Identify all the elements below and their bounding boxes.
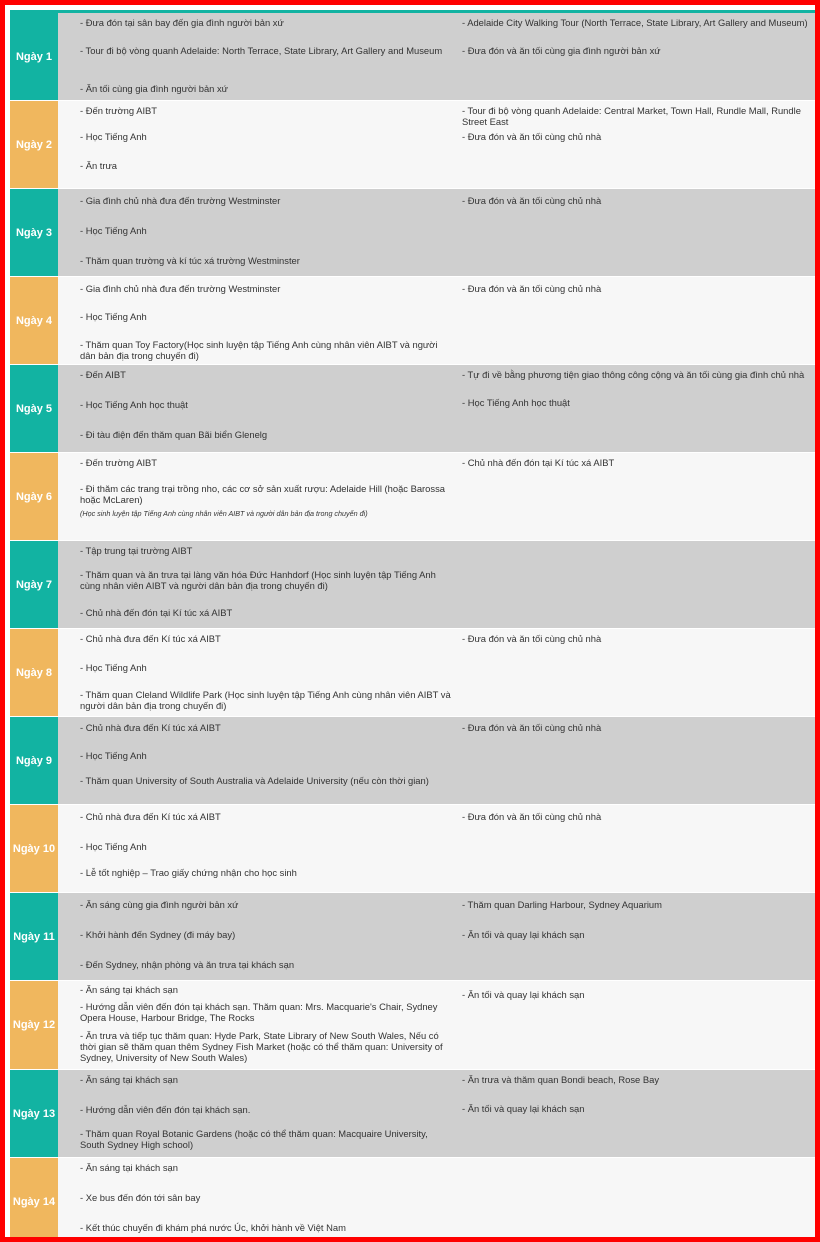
- schedule-item: - Khởi hành đến Sydney (đi máy bay): [80, 929, 236, 940]
- schedule-item: - Ăn tối cùng gia đình người bản xứ: [80, 83, 228, 94]
- schedule-item: - Thăm quan Darling Harbour, Sydney Aquarium: [462, 899, 662, 910]
- schedule-column-2: [462, 365, 820, 452]
- day-row: [10, 365, 820, 453]
- schedule-column-2: [462, 541, 820, 628]
- schedule-item: - Thăm quan Cleland Wildlife Park (Học sinh luyện tập Tiếng Anh cùng nhân viên AIBT và người dân bản địa trong chuyến đi): [80, 689, 451, 711]
- schedule-item: - Đến AIBT: [80, 369, 126, 380]
- day-label: Ngày 5: [10, 365, 58, 452]
- schedule-column-1: [80, 893, 462, 980]
- schedule-item: - Thăm quan và ăn trưa tại làng văn hóa Đức Hanhdorf (Học sinh luyện tập Tiếng Anh cùng nhân viên AIBT và người dân bản địa trong chuyến đi): [80, 569, 436, 591]
- schedule-item: - Chủ nhà đưa đến Kí túc xá AIBT: [80, 633, 221, 644]
- schedule-item: - Học Tiếng Anh: [80, 131, 147, 142]
- schedule-column-1: [80, 1070, 462, 1157]
- schedule-item: - Adelaide City Walking Tour (North Terrace, State Library, Art Gallery and Museum): [462, 17, 808, 28]
- schedule-column-2: [462, 101, 820, 188]
- schedule-column-2: [462, 893, 820, 980]
- schedule-item: - Thăm quan Toy Factory(Học sinh luyện tập Tiếng Anh cùng nhân viên AIBT và người dân bản địa trong chuyến đi): [80, 339, 438, 361]
- schedule-item: - Học Tiếng Anh: [80, 311, 147, 322]
- schedule-column-2: [462, 453, 820, 540]
- day-label: Ngày 12: [10, 981, 58, 1069]
- day-row: [10, 1158, 820, 1242]
- day-row: [10, 893, 820, 981]
- schedule-item: - Tour đi bộ vòng quanh Adelaide: Central Market, Town Hall, Rundle Mall, Rundle Street East: [462, 105, 801, 127]
- schedule-item: - Ăn sáng tại khách sạn: [80, 1162, 178, 1173]
- schedule-item: - Kết thúc chuyến đi khám phá nước Úc, khởi hành về Việt Nam: [80, 1222, 346, 1233]
- schedule-item: - Thăm quan University of South Australia và Adelaide University (nếu còn thời gian): [80, 775, 429, 786]
- schedule-item: - Học Tiếng Anh học thuật: [80, 399, 188, 410]
- schedule-item: - Học Tiếng Anh học thuật: [462, 397, 570, 408]
- day-label: Ngày 6: [10, 453, 58, 540]
- schedule-item: - Đưa đón và ăn tối cùng chủ nhà: [462, 131, 602, 142]
- day-label: Ngày 14: [10, 1158, 58, 1242]
- schedule-item: - Lễ tốt nghiệp – Trao giấy chứng nhận cho học sinh: [80, 867, 297, 878]
- schedule-item: - Đưa đón và ăn tối cùng chủ nhà: [462, 633, 602, 644]
- schedule-item: - Đi thăm các trang trại trồng nho, các cơ sở sản xuất rượu: Adelaide Hill (hoặc Barossa hoặc McLaren): [80, 483, 445, 505]
- schedule-item: - Đi tàu điện đến thăm quan Bãi biển Glenelg: [80, 429, 268, 440]
- day-label: Ngày 11: [10, 893, 58, 980]
- day-row: [10, 1070, 820, 1158]
- schedule-item: - Ăn tối và quay lại khách sạn: [462, 929, 585, 940]
- schedule-column-2: [462, 277, 820, 364]
- schedule-item: - Đưa đón và ăn tối cùng chủ nhà: [462, 722, 602, 733]
- schedule-item: - Tự đi về bằng phương tiện giao thông công cộng và ăn tối cùng gia đình chủ nhà: [462, 369, 805, 380]
- schedule-column-1: [80, 629, 462, 716]
- schedule-item: (Học sinh luyện tập Tiếng Anh cùng nhân viên AIBT và người dân bản địa trong chuyến đi): [80, 509, 368, 518]
- day-row: [10, 101, 820, 189]
- day-label: Ngày 2: [10, 101, 58, 188]
- schedule-column-1: [80, 717, 462, 804]
- day-label: Ngày 10: [10, 805, 58, 892]
- schedule-item: - Ăn sáng tại khách sạn: [80, 1074, 178, 1085]
- schedule-item: - Đến trường AIBT: [80, 105, 158, 116]
- schedule-item: - Đưa đón và ăn tối cùng gia đình người bản xứ: [462, 45, 661, 56]
- schedule-column-1: [80, 453, 462, 540]
- day-row: [10, 981, 820, 1070]
- schedule-item: - Học Tiếng Anh: [80, 841, 147, 852]
- schedule-item: - Học Tiếng Anh: [80, 750, 147, 761]
- schedule-item: - Ăn sáng cùng gia đình người bản xứ: [80, 899, 239, 910]
- schedule-column-1: [80, 1158, 462, 1242]
- day-label: Ngày 13: [10, 1070, 58, 1157]
- schedule-item: - Chủ nhà đưa đến Kí túc xá AIBT: [80, 722, 221, 733]
- schedule-column-1: [80, 277, 462, 364]
- day-label: Ngày 1: [10, 13, 58, 100]
- day-row: [10, 541, 820, 629]
- schedule-column-1: [80, 981, 462, 1069]
- schedule-item: - Chủ nhà đưa đến Kí túc xá AIBT: [80, 811, 221, 822]
- schedule-item: - Ăn tối và quay lại khách sạn: [462, 1103, 585, 1114]
- schedule-item: - Thăm quan trường và kí túc xá trường Westminster: [80, 255, 300, 266]
- schedule-column-1: [80, 101, 462, 188]
- itinerary-table: [10, 13, 820, 1242]
- schedule-item: - Học Tiếng Anh: [80, 225, 147, 236]
- schedule-item: - Ăn trưa và thăm quan Bondi beach, Rose Bay: [462, 1074, 660, 1085]
- day-row: [10, 805, 820, 893]
- schedule-column-1: [80, 189, 462, 276]
- schedule-item: - Tập trung tại trường AIBT: [80, 545, 193, 556]
- day-row: [10, 13, 820, 101]
- schedule-item: - Đưa đón tại sân bay đến gia đình người bản xứ: [80, 17, 284, 28]
- schedule-column-2: [462, 1070, 820, 1157]
- schedule-item: - Ăn trưa và tiếp tục thăm quan: Hyde Park, State Library of New South Wales, Nếu có thời gian sẽ thăm quan thêm Sydney Fish Market (hoặc có thể thăm quan: University of Sydney, University of New South Wales): [80, 1030, 443, 1063]
- day-label: Ngày 8: [10, 629, 58, 716]
- schedule-item: - Ăn trưa: [80, 160, 118, 171]
- schedule-item: - Ăn sáng tại khách sạn: [80, 984, 178, 995]
- day-row: [10, 277, 820, 365]
- schedule-column-2: [462, 1158, 820, 1242]
- day-row: [10, 453, 820, 541]
- schedule-column-2: [462, 717, 820, 804]
- schedule-item: - Đến Sydney, nhận phòng và ăn trưa tại khách sạn: [80, 959, 295, 970]
- day-row: [10, 629, 820, 717]
- schedule-column-1: [80, 805, 462, 892]
- schedule-column-1: [80, 13, 462, 100]
- schedule-item: - Chủ nhà đến đón tại Kí túc xá AIBT: [80, 607, 233, 618]
- schedule-item: - Đưa đón và ăn tối cùng chủ nhà: [462, 283, 602, 294]
- schedule-item: - Gia đình chủ nhà đưa đến trường Westminster: [80, 195, 281, 206]
- schedule-item: - Tour đi bộ vòng quanh Adelaide: North Terrace, State Library, Art Gallery and Museum: [80, 45, 443, 56]
- schedule-column-2: [462, 13, 820, 100]
- schedule-item: - Thăm quan Royal Botanic Gardens (hoặc có thể thăm quan: Macquaire University, South Sydney High school): [80, 1128, 428, 1150]
- schedule-column-2: [462, 981, 820, 1069]
- day-row: [10, 717, 820, 805]
- day-label: Ngày 9: [10, 717, 58, 804]
- schedule-column-1: [80, 541, 462, 628]
- schedule-column-2: [462, 805, 820, 892]
- schedule-column-2: [462, 629, 820, 716]
- schedule-item: - Đưa đón và ăn tối cùng chủ nhà: [462, 195, 602, 206]
- schedule-item: - Xe bus đến đón tới sân bay: [80, 1192, 201, 1203]
- schedule-item: - Đưa đón và ăn tối cùng chủ nhà: [462, 811, 602, 822]
- day-label: Ngày 3: [10, 189, 58, 276]
- day-label: Ngày 4: [10, 277, 58, 364]
- schedule-item: - Hướng dẫn viên đến đón tại khách sạn.: [80, 1104, 251, 1115]
- schedule-item: - Chủ nhà đến đón tại Kí túc xá AIBT: [462, 457, 615, 468]
- schedule-column-1: [80, 365, 462, 452]
- schedule-item: - Hướng dẫn viên đến đón tại khách sạn. Thăm quan: Mrs. Macquarie's Chair, Sydney Opera House, Harbour Bridge, The Rocks: [80, 1001, 438, 1023]
- day-label: Ngày 7: [10, 541, 58, 628]
- schedule-item: - Gia đình chủ nhà đưa đến trường Westminster: [80, 283, 281, 294]
- schedule-item: - Ăn tối và quay lại khách sạn: [462, 989, 585, 1000]
- schedule-column-2: [462, 189, 820, 276]
- schedule-item: - Học Tiếng Anh: [80, 662, 147, 673]
- day-row: [10, 189, 820, 277]
- schedule-item: - Đến trường AIBT: [80, 457, 158, 468]
